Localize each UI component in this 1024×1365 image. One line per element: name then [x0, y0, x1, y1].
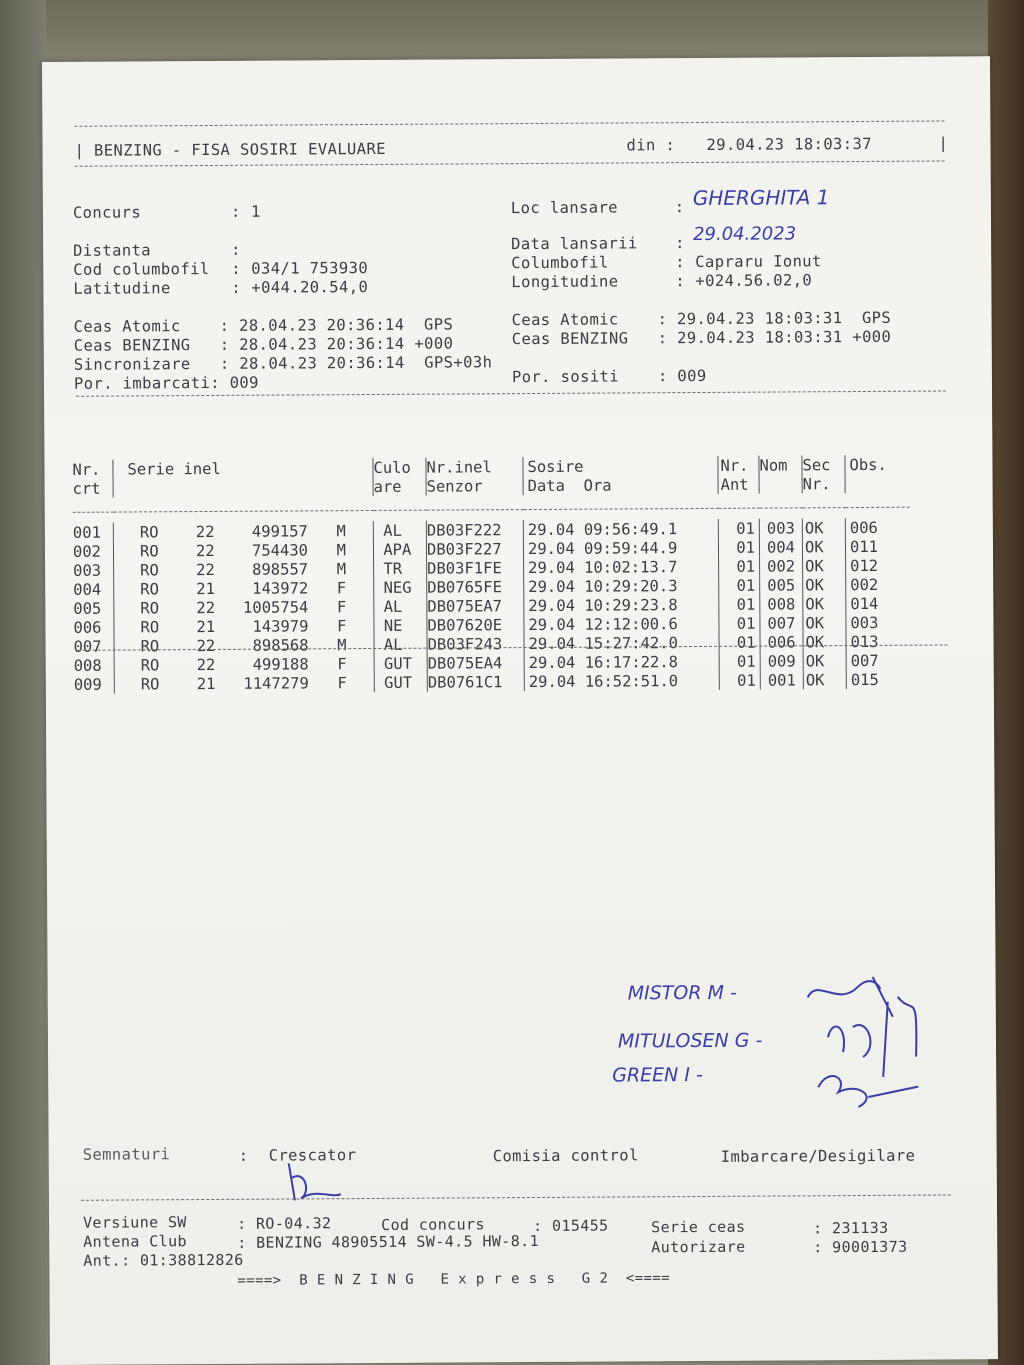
cell-serie-inel: RO 21 143972 F	[114, 578, 374, 599]
handwritten-name-1: MISTOR M -	[627, 981, 737, 1005]
serie-ceas-label: Serie ceas	[651, 1217, 746, 1237]
printout-sheet	[42, 56, 998, 1365]
col-subheader-senzor: Senzor	[426, 476, 523, 496]
comisia-label: Comisia control	[492, 1146, 639, 1166]
cell-serie-inel: RO 22 499157 M	[113, 521, 373, 542]
cell-sec: OK	[803, 594, 846, 613]
cell-nr: 004	[73, 580, 114, 599]
cell-nr: 003	[73, 561, 114, 580]
cell-senzor: DB07620E	[427, 615, 524, 635]
longitudine-value: +024.56.02,0	[695, 271, 813, 291]
cell-nr: 009	[74, 675, 115, 694]
handwritten-name-3: GREEN I -	[612, 1063, 703, 1087]
cell-senzor: DB075EA4	[427, 653, 524, 673]
col-subheader-culoare: are	[373, 477, 426, 496]
cell-sosire: 29.04 16:52:51.0	[528, 671, 679, 691]
cell-nom: 003	[759, 518, 802, 537]
concurs-value: 1	[250, 202, 261, 221]
cod-concurs-value: : 015455	[533, 1216, 609, 1236]
cell-sec: OK	[803, 651, 846, 670]
cell-sosire: 29.04 09:56:49.1	[527, 519, 678, 539]
latitudine-label: Latitudine	[73, 279, 171, 298]
col-header-sosire: Sosire	[527, 457, 584, 476]
divider	[75, 160, 945, 166]
handwritten-name-2: MITULOSEN G -	[617, 1029, 763, 1053]
cell-ant: 01	[719, 671, 760, 690]
header-right-bar: |	[938, 134, 949, 153]
cell-nom: 007	[760, 613, 803, 632]
cell-nom: 001	[760, 670, 803, 689]
cell-ant: 01	[718, 519, 759, 538]
col-header-nr-ant: Nr.	[718, 456, 759, 475]
cell-sec: OK	[803, 556, 846, 575]
cell-sec: OK	[802, 537, 845, 556]
cell-culoare: NE	[374, 616, 427, 635]
arrivals-body	[73, 518, 911, 694]
col-subheader-obs	[845, 474, 910, 493]
cell-culoare: GUT	[374, 654, 427, 673]
cell-ant: 01	[718, 538, 759, 557]
serie-ceas-value: : 231133	[813, 1218, 889, 1238]
concurs-label: Concurs	[72, 203, 142, 222]
cod-concurs-label: Cod concurs	[381, 1215, 485, 1234]
cell-sec: OK	[802, 518, 845, 537]
benzing-brand-line: ====> B E N Z I N G E x p r e s s G 2 <====	[237, 1270, 671, 1289]
cell-sec: OK	[803, 632, 846, 651]
data-lansarii-label: Data lansarii	[511, 234, 638, 254]
cell-nr: 002	[73, 542, 114, 561]
distanta-label: Distanta	[73, 241, 152, 260]
loc-lansare-handwritten: GHERGHITA 1	[692, 185, 830, 211]
cod-columbofil-value: 034/1 753930	[251, 259, 369, 278]
data-lansarii-handwritten: 29.04.2023	[693, 223, 797, 246]
cell-culoare: NEG	[374, 578, 427, 597]
columbofil-value: Capraru Ionut	[695, 252, 822, 272]
cell-ant: 01	[719, 652, 760, 671]
cell-serie-inel: RO 22 898568 M	[114, 635, 374, 656]
cell-sosire: 29.04 10:29:23.8	[528, 595, 678, 615]
cell-senzor: DB0761C1	[427, 672, 524, 692]
report-datetime: 29.04.23 18:03:37	[706, 134, 873, 154]
cell-culoare: AL	[373, 521, 426, 540]
cell-nom: 004	[759, 537, 802, 556]
cell-sosire: 29.04 10:29:20.3	[528, 576, 678, 596]
divider	[74, 120, 944, 126]
cell-obs: 007	[850, 651, 879, 670]
report-title: | BENZING - FISA SOSIRI EVALUARE	[74, 139, 387, 160]
cell-senzor: DB03F222	[426, 520, 523, 540]
cell-nom: 009	[760, 651, 803, 670]
cell-culoare: TR	[374, 559, 427, 578]
data-lansarii-sep: :	[675, 234, 685, 253]
ant-line: Ant.: 01:38812826	[83, 1250, 244, 1270]
semnaturi-label: Semnaturi	[82, 1145, 171, 1164]
cell-serie-inel: RO 22 499188 F	[114, 654, 374, 675]
col-header-sec: Sec	[802, 455, 845, 474]
cell-serie-inel: RO 21 1147279 F	[114, 673, 374, 694]
autorizare-label: Autorizare	[651, 1237, 746, 1257]
crescator-signature	[281, 1158, 361, 1208]
imbarcare-label: Imbarcare/Desigilare	[720, 1146, 916, 1166]
cell-obs: 012	[850, 556, 879, 575]
cell-ant: 01	[719, 614, 760, 633]
ceas-atomic-stop: Ceas Atomic : 29.04.23 18:03:31 GPS	[511, 308, 892, 330]
cell-sec: OK	[803, 613, 846, 632]
cell-nom: 002	[760, 556, 803, 575]
cell-obs: 003	[850, 613, 879, 632]
autorizare-value: : 90001373	[813, 1237, 908, 1257]
cell-ant: 01	[719, 576, 760, 595]
loc-lansare-label: Loc lansare	[510, 198, 619, 218]
cell-obs: 011	[849, 537, 879, 556]
cell-ant: 01	[719, 633, 760, 652]
col-subheader-nom	[759, 474, 802, 493]
cell-senzor: DB0765FE	[427, 577, 524, 597]
cell-nom: 008	[760, 594, 803, 613]
versiune-label: Versiune SW	[83, 1213, 187, 1232]
cell-senzor: DB03F227	[426, 539, 523, 559]
latitudine-value: +044.20.54,0	[251, 278, 369, 297]
cell-culoare: APA	[373, 540, 426, 559]
cod-columbofil-sep: :	[231, 259, 242, 278]
col-subheader-serie	[113, 477, 373, 498]
cell-serie-inel: RO 22 754430 M	[113, 540, 373, 561]
columbofil-sep: :	[675, 253, 686, 272]
porumbei-sositi: Por. sositi : 009	[511, 366, 707, 387]
cell-ant: 01	[719, 595, 760, 614]
col-subheader-data-ora: Data Ora	[527, 476, 612, 495]
cell-senzor: DB03F243	[427, 634, 524, 654]
semnaturi-sep: :	[238, 1146, 249, 1165]
cell-nr: 005	[73, 599, 114, 618]
col-header-nom: Nom	[759, 455, 802, 474]
cell-sosire: 29.04 12:12:00.6	[528, 614, 678, 634]
din-label: din :	[626, 136, 676, 155]
cell-senzor: DB03F1FE	[427, 558, 524, 578]
cell-serie-inel: RO 22 1005754 F	[114, 597, 374, 618]
cell-sosire: 29.04 09:59:44.9	[527, 538, 678, 558]
col-subheader-crt: crt	[73, 479, 114, 498]
cell-nr: 001	[73, 523, 114, 542]
latitudine-sep: :	[231, 278, 242, 297]
cell-obs: 002	[850, 575, 879, 594]
ceas-benzing-start: Ceas BENZING : 28.04.23 20:36:14 +000	[73, 334, 454, 355]
cell-nom: 006	[760, 632, 803, 651]
cell-obs: 014	[850, 594, 879, 613]
cell-sec: OK	[803, 575, 846, 594]
col-header-obs: Obs.	[849, 455, 887, 474]
cell-sosire: 29.04 15:27:42.0	[528, 633, 678, 653]
col-header-inel-senzor: Nr.inel	[426, 457, 523, 477]
col-subheader-ant: Ant	[718, 475, 759, 494]
cell-obs: 006	[849, 518, 878, 537]
cell-serie-inel: RO 22 898557 M	[114, 559, 374, 580]
cell-sec: OK	[803, 670, 846, 689]
cell-serie-inel: RO 21 143979 F	[114, 616, 374, 637]
longitudine-label: Longitudine	[511, 272, 619, 292]
cell-sosire: 29.04 10:02:13.7	[528, 557, 678, 577]
cell-culoare: AL	[374, 635, 427, 654]
ceas-atomic-start: Ceas Atomic : 28.04.23 20:36:14 GPS	[73, 315, 454, 336]
cell-sosire: 29.04 16:17:22.8	[528, 652, 679, 672]
antena-label: Antena Club	[83, 1232, 188, 1251]
cell-nr: 006	[73, 618, 114, 637]
col-subheader-sec: Nr.	[802, 474, 845, 493]
ceas-benzing-stop: Ceas BENZING : 29.04.23 18:03:31 +000	[511, 327, 892, 349]
crescator-label: Crescator	[268, 1146, 357, 1165]
antena-value: : BENZING 48905514 SW-4.5 HW-8.1	[237, 1231, 540, 1252]
cod-columbofil-label: Cod columbofil	[73, 259, 210, 279]
cell-nom: 005	[760, 575, 803, 594]
arrivals-table	[72, 455, 910, 694]
loc-lansare-sep: :	[674, 198, 685, 217]
divider	[81, 1194, 951, 1200]
sincronizare: Sincronizare : 28.04.23 20:36:14 GPS+03h	[73, 353, 493, 374]
concurs-sep: :	[230, 202, 241, 221]
cell-obs: 013	[850, 632, 879, 651]
longitudine-sep: :	[675, 272, 686, 291]
col-header-serie: Serie inel	[113, 458, 373, 479]
col-header-culoare: Culo	[373, 458, 426, 477]
cell-nr: 008	[74, 656, 115, 675]
cell-culoare: AL	[374, 597, 427, 616]
distanta-sep: :	[231, 240, 241, 259]
witness-signatures	[797, 956, 948, 1117]
columbofil-label: Columbofil	[511, 253, 609, 273]
cell-ant: 01	[719, 557, 760, 576]
cell-culoare: GUT	[374, 673, 427, 692]
cell-obs: 015	[850, 670, 879, 689]
cell-nr: 007	[74, 637, 115, 656]
versiune-value: : RO-04.32	[237, 1214, 332, 1233]
col-header-nr: Nr.	[72, 460, 113, 479]
porumbei-imbarcati: Por. imbarcati: 009	[73, 373, 259, 393]
cell-senzor: DB075EA7	[427, 596, 524, 616]
background-left	[0, 0, 46, 1365]
